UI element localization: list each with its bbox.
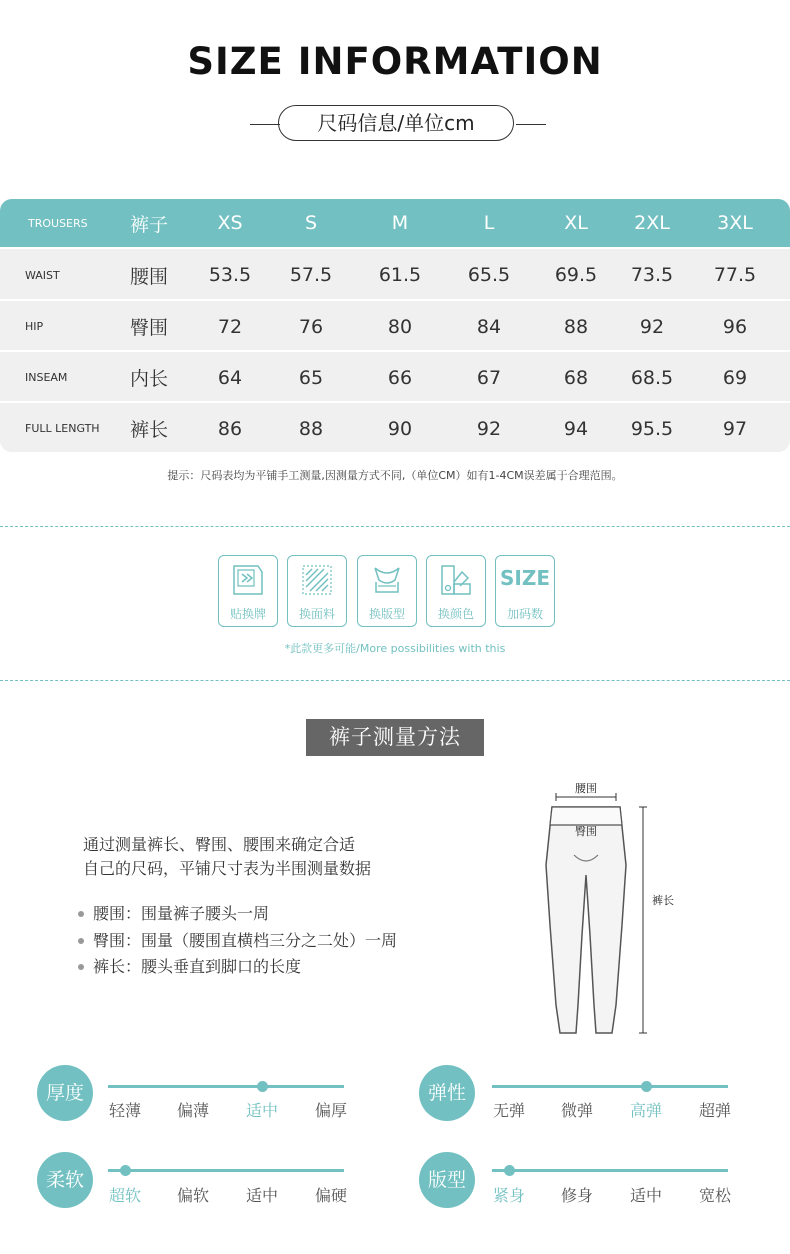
bullet-item [78, 928, 397, 955]
subtitle-block [250, 105, 546, 143]
property-option: 偏软 [176, 1186, 209, 1205]
table-row [0, 247, 790, 301]
table-cell: 94 [563, 417, 589, 440]
bra-pattern-icon [367, 560, 407, 600]
property-option: 适中 [245, 1186, 278, 1205]
table-cell: 72 [217, 315, 243, 338]
pants-diagram [530, 775, 690, 1045]
size-icon: SIZE [499, 566, 550, 590]
size-m: M [391, 212, 409, 234]
size-l: L [483, 212, 495, 234]
table-cell: 57.5 [289, 264, 333, 286]
method-title: 裤子测量方法 [306, 719, 484, 756]
property-scale-track [492, 1085, 728, 1088]
row-label-cn: 内长 [129, 368, 168, 390]
property-option: 轻薄 [108, 1101, 141, 1120]
method-bullets [78, 901, 397, 981]
property-scale-track [108, 1085, 344, 1088]
table-header-row [0, 199, 790, 247]
diagram-waist-label: 腰围 [575, 782, 597, 795]
custom-pattern [357, 555, 417, 627]
table-cell: 84 [476, 315, 502, 338]
table-cell: 66 [387, 366, 413, 389]
property-badge: 厚度 [37, 1065, 93, 1121]
table-cell: 69 [722, 366, 748, 389]
table-row [0, 299, 790, 352]
row-label-cn: 腰围 [129, 265, 168, 288]
divider [0, 526, 790, 527]
method-intro [83, 833, 371, 881]
custom-size [495, 555, 555, 627]
bullet-dot [78, 911, 84, 917]
property-option: 偏厚 [314, 1101, 347, 1120]
property-option-selected: 适中 [245, 1101, 278, 1120]
row-label-cn: 裤长 [129, 419, 168, 441]
more-possibilities: *此款更多可能/More possibilities with this [284, 642, 506, 655]
custom-label: 换颜色 [437, 607, 474, 621]
measure-note: 提示：尺码表均为平铺手工测量,因测量方式不同,（单位CM）如有1-4CM误差属于合理范围。 [167, 469, 623, 482]
table-cell: 92 [476, 417, 502, 440]
table-cell: 95.5 [630, 417, 674, 440]
property-option: 适中 [629, 1186, 662, 1205]
size-s: S [304, 212, 318, 234]
bullet-dot [78, 964, 84, 970]
size-3xl: 3XL [717, 212, 753, 234]
intro-line: 自己的尺码，平铺尺寸表为半围测量数据 [83, 859, 372, 878]
row-label-en: WAIST [25, 268, 60, 282]
table-cell: 67 [476, 366, 502, 389]
subtitle: 尺码信息/单位cm [278, 105, 514, 141]
property-option: 微弹 [560, 1101, 593, 1120]
divider [0, 680, 790, 681]
custom-tag [218, 555, 278, 627]
property-option: 无弹 [492, 1101, 525, 1120]
table-cell: 88 [563, 315, 589, 338]
property-option-selected: 超软 [108, 1186, 141, 1205]
property-option: 超弹 [698, 1101, 731, 1120]
row-label-en: INSEAM [25, 371, 68, 384]
size-xl: XL [564, 212, 588, 234]
pants-outline [546, 807, 626, 1033]
property-option-selected: 紧身 [492, 1186, 525, 1205]
table-cell: 73.5 [630, 264, 674, 286]
property-badge: 柔软 [37, 1152, 93, 1208]
diagram-length-label: 裤长 [652, 894, 674, 907]
table-cell: 77.5 [713, 264, 757, 286]
table-cell: 80 [387, 315, 413, 338]
header-en: TROUSERS [28, 216, 88, 230]
table-row [0, 401, 790, 452]
bullet-item [78, 901, 397, 928]
table-cell: 64 [217, 366, 243, 389]
table-cell: 97 [722, 417, 748, 440]
table-cell: 92 [639, 315, 665, 338]
bullet-item [78, 954, 397, 981]
property-option: 宽松 [698, 1186, 731, 1205]
table-cell: 53.5 [208, 264, 252, 286]
table-row [0, 350, 790, 403]
subtitle-line-left [250, 124, 280, 125]
size-table [0, 199, 790, 452]
header-cn: 裤子 [129, 213, 168, 236]
row-label-en: HIP [25, 320, 44, 333]
property-scale-track [492, 1169, 728, 1172]
bullet-text: 臀围：围量（腰围直横档三分之二处）一周 [93, 930, 398, 950]
table-cell: 86 [217, 417, 243, 440]
property-option: 偏薄 [176, 1101, 209, 1120]
custom-color [426, 555, 486, 627]
table-cell: 61.5 [378, 264, 422, 286]
fabric-icon [297, 560, 337, 600]
bullet-dot [78, 938, 84, 944]
property-option-selected: 高弹 [629, 1101, 662, 1120]
tag-swap-icon [228, 560, 268, 600]
table-cell: 68 [563, 366, 589, 389]
custom-label: 加码数 [506, 607, 543, 621]
table-cell: 76 [298, 315, 324, 338]
color-swatch-icon [436, 560, 476, 600]
table-cell: 65 [298, 366, 324, 389]
table-cell: 68.5 [630, 366, 674, 389]
table-cell: 90 [387, 417, 413, 440]
property-scale-track [108, 1169, 344, 1172]
subtitle-line-right [516, 124, 546, 125]
bullet-text: 裤长：腰头垂直到脚口的长度 [93, 957, 302, 976]
property-option: 修身 [560, 1186, 593, 1205]
custom-fabric [287, 555, 347, 627]
table-cell: 69.5 [554, 264, 598, 286]
property-badge: 弹性 [419, 1065, 475, 1121]
property-scale-knob [641, 1081, 652, 1092]
page-title: SIZE INFORMATION [187, 40, 603, 83]
size-xs: XS [217, 212, 243, 234]
table-cell: 88 [298, 417, 324, 440]
property-option: 偏硬 [314, 1186, 347, 1205]
bullet-text: 腰围：围量裤子腰头一周 [93, 904, 270, 923]
diagram-hip-label: 臀围 [575, 825, 597, 838]
property-scale-knob [257, 1081, 268, 1092]
row-label-en: FULL LENGTH [25, 422, 100, 435]
custom-label: 贴换牌 [229, 607, 266, 621]
property-scale-knob [504, 1165, 515, 1176]
property-scale-knob [120, 1165, 131, 1176]
table-cell: 96 [722, 315, 748, 338]
intro-line: 通过测量裤长、臀围、腰围来确定合适 [83, 835, 356, 854]
size-2xl: 2XL [634, 212, 670, 234]
row-label-cn: 臀围 [129, 317, 168, 339]
property-badge: 版型 [419, 1152, 475, 1208]
table-cell: 65.5 [467, 264, 511, 286]
custom-label: 换版型 [368, 607, 405, 621]
custom-label: 换面料 [298, 607, 335, 621]
